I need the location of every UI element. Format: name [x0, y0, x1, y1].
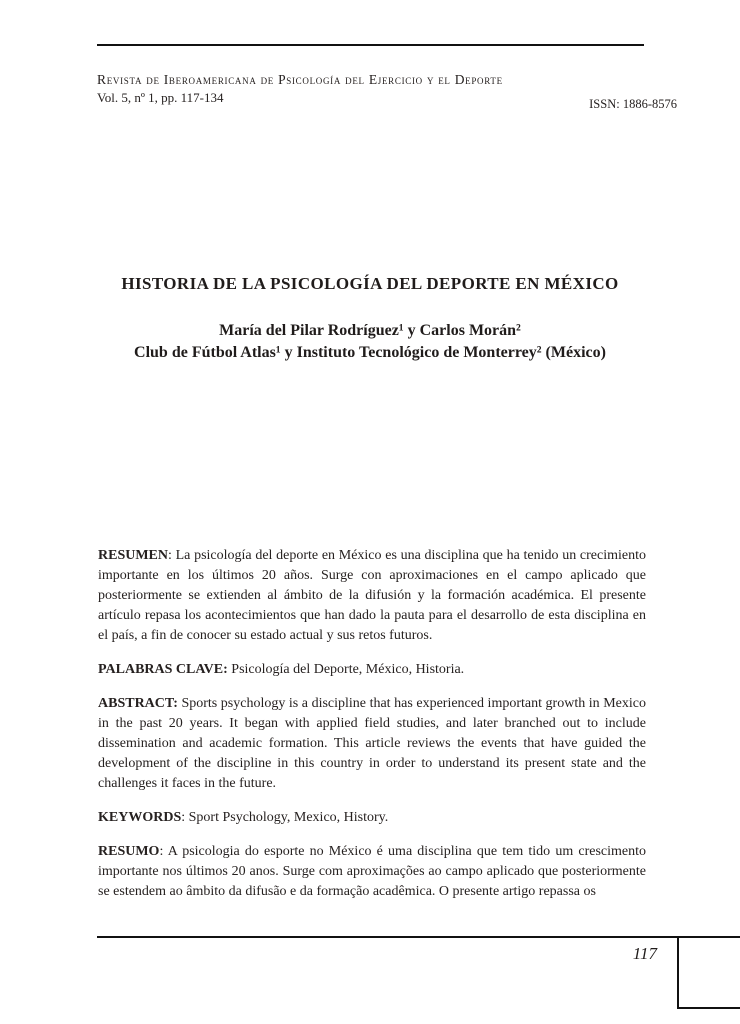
abstract-body [98, 546, 646, 916]
volume-info: Vol. 5, nº 1, pp. 117-134 [97, 90, 224, 105]
keywords-paragraph [98, 808, 646, 828]
journal-header [97, 72, 677, 111]
resumen-label: RESUMEN [98, 548, 169, 563]
article-affiliations: Club de Fútbol Atlas¹ y Instituto Tecnológico de Monterrey² (México) [134, 344, 606, 361]
header-rule [97, 44, 644, 46]
resumen-paragraph [98, 546, 646, 646]
abstract-text: Sports psychology is a discipline that has experienced important growth in Mexico in the past 20 years. It began with applied field studies, and later branched out to include dissemination and academic formation. This article reviews the events that have guided the development of the discipline in this country in order to understand its present state and the challenges it faces in the future. [98, 696, 646, 791]
footer-rule [97, 936, 678, 938]
article-title: HISTORIA DE LA PSICOLOGÍA DEL DEPORTE EN MÉXICO [121, 274, 619, 293]
title-block [60, 274, 680, 364]
journal-meta-row [97, 90, 677, 111]
journal-name: Revista de Iberoamericana de Psicología del Ejercicio y el Deporte [97, 72, 503, 87]
resumo-paragraph [98, 842, 646, 902]
page-number: 117 [632, 944, 657, 963]
resumo-text: : A psicologia do esporte no México é uma disciplina que tem tido um crescimento importante nos últimos 20 anos. Surge com aproximações ao campo aplicado que posteriormente se estendem ao âmbito da difusão e da formação acadêmica. O presente artigo repassa os [98, 844, 646, 899]
palabras-clave-paragraph [98, 660, 646, 680]
article-authors: María del Pilar Rodríguez¹ y Carlos Morán² [219, 322, 521, 339]
keywords-text: : Sport Psychology, Mexico, History. [181, 810, 389, 825]
abstract-label: ABSTRACT: [98, 696, 178, 711]
resumo-label: RESUMO [98, 844, 160, 859]
palabras-clave-label: PALABRAS CLAVE: [98, 662, 228, 677]
abstract-paragraph [98, 694, 646, 794]
corner-decoration [677, 936, 740, 1009]
keywords-label: KEYWORDS [98, 810, 182, 825]
palabras-clave-text: Psicología del Deporte, México, Historia. [227, 662, 465, 677]
issn-number: ISSN: 1886-8576 [589, 97, 677, 111]
resumen-text: : La psicología del deporte en México es una disciplina que ha tenido un crecimiento importante en los últimos 20 años. Surge con aproximaciones en el campo aplicado que posteriormente se extienden al ámbito de la difusión y la formación académica. El presente artículo repasa los acontecimientos que han dado la pauta para el desarrollo de esta disciplina en el país, a fin de conocer su estado actual y sus retos futuros. [98, 548, 646, 643]
